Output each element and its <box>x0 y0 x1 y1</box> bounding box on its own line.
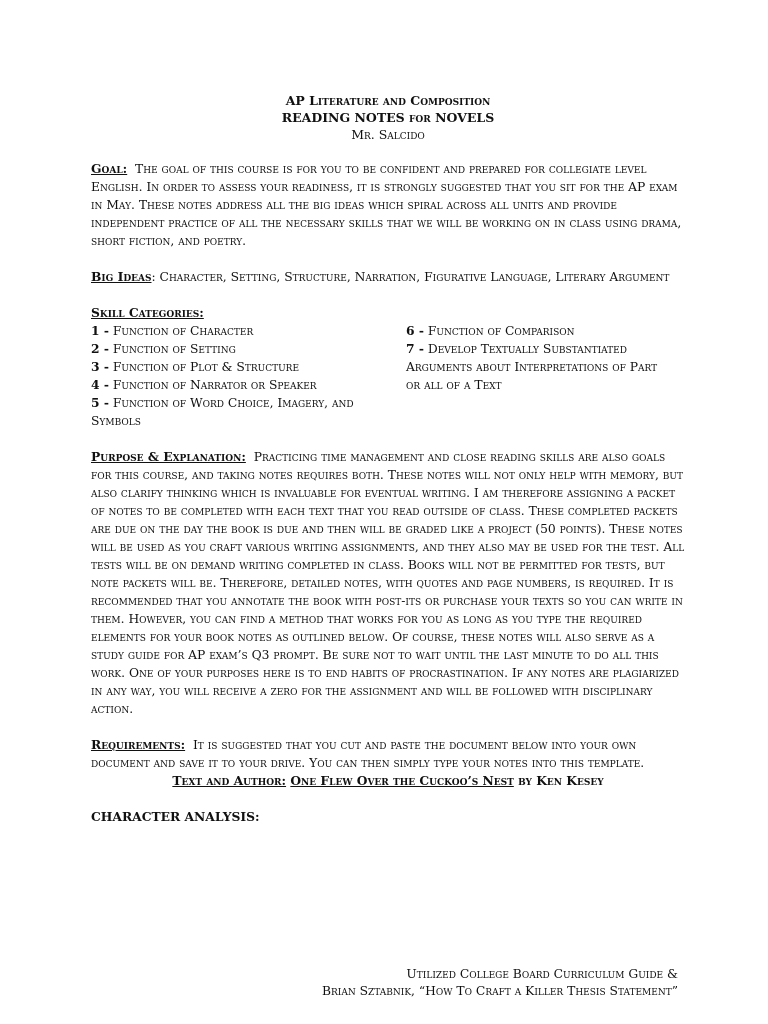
skill-number: 3 - <box>91 359 109 374</box>
skill-categories <box>91 304 685 430</box>
skill-item <box>91 358 406 376</box>
skill-text: Function of Narrator or Speaker <box>112 378 317 392</box>
requirements-paragraph <box>91 736 685 772</box>
skill-item <box>406 322 685 340</box>
skill-number: 4 - <box>91 377 109 392</box>
skill-categories-label-row <box>91 304 685 322</box>
text-and-author <box>91 772 685 790</box>
big-ideas-label: Big Ideas <box>91 269 152 284</box>
footer-citation <box>322 966 678 1000</box>
skill-categories-label: Skill Categories: <box>91 305 204 320</box>
text-author-label: Text and Author: <box>172 773 287 788</box>
skill-text: Function of Word Choice, Imagery, and Symbols <box>91 396 354 428</box>
skill-text: Function of Plot & Structure <box>112 360 300 374</box>
goal-paragraph <box>91 160 685 250</box>
big-ideas-text: : Character, Setting, Structure, Narration, Figurative Language, Literary Argument <box>151 270 670 284</box>
book-author: by Ken Kesey <box>518 773 604 788</box>
notes-title <box>91 109 685 126</box>
document-page <box>91 92 685 826</box>
purpose-paragraph <box>91 448 685 718</box>
notes-title-text: READING NOTES for NOVELS <box>281 110 495 125</box>
purpose-text: Practicing time management and close reading skills are also goals for this course, and taking notes requires both. These notes will not only help with memory, but also clarify thinking which is invaluable for eventual writing. I am therefore assigning a packet of notes to be completed with each text that you read outside of class. These completed packets are due on the day the book is due and then will be graded like a project (50 points). These notes will be used as you craft various writing assignments, and they also may be used for the test. All tests will be on demand writing completed in class. Books will not be permitted for tests, but note packets will be. Therefore, detailed notes, with quotes and page numbers, is required. It is recommended that you annotate the book with post-its or purchase your texts so you can write in them. However, you can find a method that works for you as long as you type the required elements for your book notes as outlined below. Of course, these notes will also serve as a study guide for AP exam’s Q3 prompt. Be sure not to wait until the last minute to do all this work. One of your purposes here is to end habits of procrastination. If any notes are plagiarized in any way, you will receive a zero for the assignment and will be followed with disciplinary action. <box>91 450 685 716</box>
skill-text: Function of Setting <box>112 342 236 356</box>
skill-text: Function of Character <box>112 324 254 338</box>
skill-number: 1 - <box>91 323 109 338</box>
footer-line-1: Utilized College Board Curriculum Guide & <box>406 967 678 981</box>
skill-item <box>91 394 356 430</box>
skill-number: 6 - <box>406 323 424 338</box>
goal-text: The goal of this course is for you to be confident and prepared for collegiate level English. In order to assess your readiness, it is strongly suggested that you sit for the AP exam in May. These notes address all the big ideas which spiral across all units and provide independent practice of all the necessary skills that we will be working on in class using drama, short fiction, and poetry. <box>91 162 682 248</box>
skill-item <box>91 376 406 394</box>
document-header <box>91 92 685 143</box>
requirements-text: It is suggested that you cut and paste the document below into your own document and save it to your drive. You can then simply type your notes into this template. <box>91 738 645 770</box>
skill-number: 7 - <box>406 341 424 356</box>
skill-number: 2 - <box>91 341 109 356</box>
skill-item <box>406 340 671 394</box>
teacher-name: Mr. Salcido <box>351 127 425 142</box>
goal-label: Goal: <box>91 161 128 176</box>
skill-column-right <box>406 322 685 430</box>
skill-item <box>91 322 406 340</box>
skill-column-left <box>91 322 406 430</box>
skill-number: 5 - <box>91 395 109 410</box>
skill-text: Develop Textually Substantiated Arguments about Interpretations of Part or all of a Text <box>406 342 658 392</box>
skill-item <box>91 340 406 358</box>
book-title: One Flew Over the Cuckoo’s Nest <box>290 773 514 788</box>
purpose-label: Purpose & Explanation: <box>91 449 246 464</box>
big-ideas-paragraph <box>91 268 685 286</box>
requirements-label: Requirements: <box>91 737 186 752</box>
character-analysis-heading: CHARACTER ANALYSIS: <box>91 809 260 824</box>
skill-text: Function of Comparison <box>427 324 575 338</box>
footer-line-2: Brian Sztabnik, “How To Craft a Killer Thesis Statement” <box>321 984 678 998</box>
skill-columns <box>91 322 685 430</box>
course-title: AP Literature and Composition <box>285 93 491 108</box>
